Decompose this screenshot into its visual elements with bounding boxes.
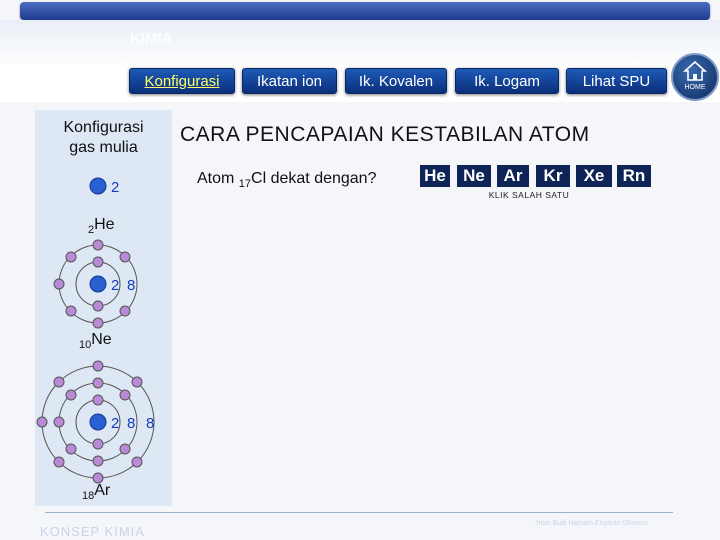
argon-shell-1-count: 2 [111,415,120,432]
neon-electron [66,306,76,316]
argon-shell-2-count: 8 [127,415,136,432]
neon-electron [120,306,130,316]
argon-electron [132,457,142,467]
top-title-bar [20,2,710,20]
question-prefix: Atom [197,170,239,187]
neon-atomic-number: 10 [79,339,92,352]
panel-title [35,118,172,158]
neon-label [79,331,112,351]
neon-shell-1-count: 2 [111,277,120,294]
choice-ar-button[interactable]: Ar [497,165,529,187]
argon-electron [66,444,76,454]
home-label: HOME [684,84,706,91]
choice-he-button[interactable]: He [420,165,450,187]
neon-atom [54,240,137,328]
choice-xe-button[interactable]: Xe [576,165,612,187]
choice-hint: KLIK SALAH SATU [488,190,570,200]
neon-nucleus [90,276,106,292]
argon-electron [54,417,64,427]
neon-electron [93,301,103,311]
footer-left-text: KONSEP KIMIA [40,524,145,539]
page-title: CARA PENCAPAIAN KESTABILAN ATOM [180,123,590,146]
argon-label [82,482,110,502]
neon-electron [93,240,103,250]
nav-lihat-spu[interactable]: Lihat SPU [566,68,667,94]
argon-electron [120,390,130,400]
question-element: Cl [251,170,267,187]
argon-shell-3-count: 8 [146,415,155,432]
argon-electron [93,395,103,405]
helium-nucleus [90,178,106,194]
nav-ik-kovalen[interactable]: Ik. Kovalen [345,68,447,94]
argon-electron [37,417,47,427]
argon-nucleus [90,414,106,430]
argon-electron [132,377,142,387]
argon-electron [93,439,103,449]
house-icon [683,60,707,82]
nav-konfigurasi[interactable]: Konfigurasi [129,68,235,94]
helium-atomic-number: 2 [88,224,95,237]
choice-ne-button[interactable]: Ne [457,165,491,187]
nav-ikatan-ion[interactable]: Ikatan ion [242,68,337,94]
question-text [197,170,376,190]
panel-title-line2: gas mulia [69,139,138,156]
argon-atomic-number: 18 [82,490,95,503]
helium-symbol: He [94,216,115,233]
argon-electron [93,378,103,388]
choice-kr-button[interactable]: Kr [536,165,570,187]
panel-title-line1: Konfigurasi [63,119,144,136]
argon-electron [93,361,103,371]
choice-rn-button[interactable]: Rn [617,165,651,187]
question-suffix: dekat dengan? [266,170,377,187]
neon-electron [54,279,64,289]
argon-electron [120,444,130,454]
home-button[interactable] [671,53,719,101]
question-atomic-number: 17 [238,178,252,191]
helium-label [88,216,115,236]
neon-electron [93,318,103,328]
argon-electron [54,457,64,467]
footer-right-text: Jrom Budi Hamam Eriyanto 08xxxxx [535,520,648,527]
argon-electron [54,377,64,387]
argon-electron [66,390,76,400]
neon-electron [120,252,130,262]
neon-electron [93,257,103,267]
helium-shell-1-count: 2 [111,179,120,196]
slide-ghost-title: KIMIA [130,30,173,47]
argon-electron [93,456,103,466]
argon-symbol: Ar [94,482,111,499]
neon-symbol: Ne [91,331,112,348]
neon-shell-2-count: 8 [127,277,136,294]
nav-ik-logam[interactable]: Ik. Logam [455,68,559,94]
argon-atom [37,361,154,483]
footer-divider [45,512,673,513]
neon-electron [66,252,76,262]
helium-atom [90,178,119,196]
